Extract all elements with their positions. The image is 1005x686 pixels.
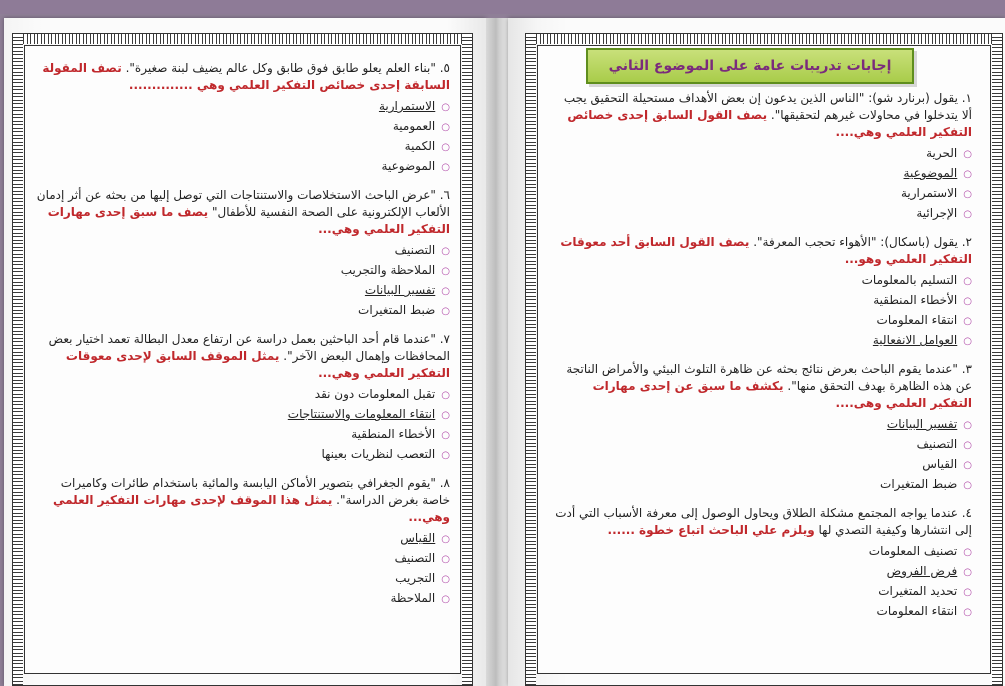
question-text	[552, 234, 972, 268]
question-text	[30, 331, 450, 382]
option-text: الاستمرارية	[900, 186, 958, 200]
top-band	[0, 0, 1005, 14]
question-prompt: يمثل هذا الموقف لإحدى مهارات التفكير العلمي وهي...	[52, 493, 450, 524]
option-item	[30, 137, 450, 157]
option-text: الإجرائية	[916, 206, 958, 220]
circle-bullet-icon: ○	[963, 587, 972, 598]
circle-bullet-icon: ○	[963, 169, 972, 180]
circle-bullet-icon: ○	[441, 554, 450, 565]
circle-bullet-icon: ○	[963, 296, 972, 307]
option-item	[30, 589, 450, 609]
question-block	[30, 60, 450, 177]
option-item	[552, 582, 972, 602]
question-prompt: تصف المقولة السابقة إحدى خصائص التفكير العلمي وهي ..............	[42, 61, 450, 92]
circle-bullet-icon: ○	[963, 276, 972, 287]
question-block	[552, 505, 972, 622]
option-text: التعصب لنظريات بعينها	[321, 447, 436, 461]
option-item	[552, 475, 972, 495]
option-item	[30, 281, 450, 301]
question-text	[30, 187, 450, 238]
correct-answer: الاستمرارية	[378, 99, 436, 113]
option-text: العمومية	[392, 119, 436, 133]
circle-bullet-icon: ○	[441, 410, 450, 421]
circle-bullet-icon: ○	[441, 162, 450, 173]
option-item	[30, 261, 450, 281]
option-text: الملاحظة	[390, 591, 436, 605]
circle-bullet-icon: ○	[963, 567, 972, 578]
option-item	[552, 542, 972, 562]
correct-answer: تفسير البيانات	[886, 417, 958, 431]
option-item	[30, 425, 450, 445]
option-item	[552, 331, 972, 351]
circle-bullet-icon: ○	[963, 480, 972, 491]
circle-bullet-icon: ○	[963, 460, 972, 471]
option-text: الأخطاء المنطقية	[351, 427, 436, 441]
option-item	[552, 204, 972, 224]
question-text	[30, 60, 450, 94]
option-text: ضبط المتغيرات	[880, 477, 958, 491]
option-item	[552, 184, 972, 204]
option-text: ضبط المتغيرات	[358, 303, 436, 317]
circle-bullet-icon: ○	[441, 122, 450, 133]
circle-bullet-icon: ○	[963, 336, 972, 347]
circle-bullet-icon: ○	[441, 450, 450, 461]
option-text: انتقاء المعلومات	[876, 604, 958, 618]
options-list	[552, 144, 972, 224]
question-prompt: يصف القول السابق أحد معوقات التفكير العلمي وهو...	[560, 235, 972, 266]
question-block	[30, 475, 450, 609]
circle-bullet-icon: ○	[441, 306, 450, 317]
question-prompt: يمثل الموقف السابق لإحدى معوقات التفكير العلمي وهي...	[65, 349, 450, 380]
option-item	[30, 97, 450, 117]
circle-bullet-icon: ○	[963, 420, 972, 431]
option-text: تصنيف المعلومات	[868, 544, 958, 558]
option-item	[30, 405, 450, 425]
option-text: الملاحظة والتجريب	[340, 263, 436, 277]
option-item	[30, 117, 450, 137]
circle-bullet-icon: ○	[441, 574, 450, 585]
option-item	[552, 602, 972, 622]
option-item	[552, 291, 972, 311]
circle-bullet-icon: ○	[963, 607, 972, 618]
option-text: التسليم بالمعلومات	[861, 273, 958, 287]
circle-bullet-icon: ○	[441, 286, 450, 297]
question-stem: ٣. "عندما يقوم الباحث بعرض نتائج بحثه عن ظاهرة التلوث البيئي والأمراض الناتجة عن هذه الظاهرة بهدف التحقق منها".	[566, 362, 972, 393]
question-block	[552, 90, 972, 224]
circle-bullet-icon: ○	[441, 390, 450, 401]
left-questions	[30, 60, 450, 619]
question-stem: ٦. "عرض الباحث الاستخلاصات والاستنتاجات التي توصل إليها من بحثه عن أثر إدمان الألعاب الإلكترونية على الصحة النفسية للأطفال"	[36, 188, 450, 219]
options-list	[552, 415, 972, 495]
circle-bullet-icon: ○	[963, 189, 972, 200]
option-item	[552, 164, 972, 184]
circle-bullet-icon: ○	[963, 149, 972, 160]
book-gutter	[486, 18, 508, 686]
option-item	[30, 549, 450, 569]
page-title-banner: إجابات تدريبات عامة على الموضوع الثاني	[586, 48, 914, 84]
option-text: الموضوعية	[381, 159, 436, 173]
option-text: تقبل المعلومات دون نقد	[314, 387, 436, 401]
circle-bullet-icon: ○	[441, 594, 450, 605]
option-text: الكمية	[404, 139, 436, 153]
option-item	[552, 435, 972, 455]
question-stem: ٤. عندما يواجه المجتمع مشكلة الطلاق ويحاول الوصول إلى معرفة الأسباب التي أدت إلى انتشارها وكيفية التصدي لها	[555, 506, 972, 537]
circle-bullet-icon: ○	[963, 547, 972, 558]
option-text: الحرية	[926, 146, 958, 160]
correct-answer: انتقاء المعلومات والاستنتاجات	[287, 407, 436, 421]
question-prompt: يصف القول السابق إحدى خصائص التفكير العلمي وهي....	[567, 108, 972, 139]
correct-answer: الموضوعية	[903, 166, 958, 180]
options-list	[30, 97, 450, 177]
right-questions	[552, 90, 972, 632]
option-text: التجريب	[395, 571, 436, 585]
option-item	[552, 455, 972, 475]
options-list	[30, 385, 450, 465]
question-stem: ١. يقول (برنارد شو): "الناس الذين يدعون إن بعض الأهداف مستحيلة التحقيق يجب ألا يتدخلوا في محاولات غيرهم لتحقيقها".	[563, 91, 972, 122]
options-list	[552, 271, 972, 351]
circle-bullet-icon: ○	[441, 430, 450, 441]
correct-answer: العوامل الانفعالية	[872, 333, 958, 347]
question-text	[552, 505, 972, 539]
circle-bullet-icon: ○	[963, 209, 972, 220]
correct-answer: تفسير البيانات	[364, 283, 436, 297]
circle-bullet-icon: ○	[441, 142, 450, 153]
option-text: انتقاء المعلومات	[876, 313, 958, 327]
question-block	[30, 331, 450, 465]
question-block	[30, 187, 450, 321]
option-text: التصنيف	[916, 437, 958, 451]
correct-answer: فرض الفروض	[886, 564, 958, 578]
question-stem: ٢. يقول (باسكال): "الأهواء تحجب المعرفة".	[753, 235, 972, 249]
option-item	[552, 144, 972, 164]
question-prompt: ويلزم علي الباحث اتباع خطوة ......	[607, 523, 815, 537]
question-text	[552, 361, 972, 412]
option-item	[552, 311, 972, 331]
circle-bullet-icon: ○	[963, 316, 972, 327]
question-stem: ٨. "يقوم الجغرافي بتصوير الأماكن اليابسة والمائية باستخدام طائرات وكاميرات خاصة بغرض الدراسة".	[60, 476, 450, 507]
question-text	[30, 475, 450, 526]
options-list	[30, 241, 450, 321]
option-text: تحديد المتغيرات	[878, 584, 958, 598]
option-item	[30, 569, 450, 589]
option-item	[552, 271, 972, 291]
question-prompt: يصف ما سبق إحدى مهارات التفكير العلمي وهي...	[47, 205, 450, 236]
question-block	[552, 234, 972, 351]
option-text: الأخطاء المنطقية	[873, 293, 958, 307]
question-prompt: يكشف ما سبق عن إحدى مهارات التفكير العلمي وهى....	[592, 379, 972, 410]
question-block	[552, 361, 972, 495]
option-item	[30, 445, 450, 465]
option-text: التصنيف	[394, 551, 436, 565]
circle-bullet-icon: ○	[963, 440, 972, 451]
question-stem: ٧. "عندما قام أحد الباحثين بعمل دراسة عن ارتفاع معدل البطالة تعمد اختيار بعض المحافظات وإهمال البعض الآخر".	[48, 332, 450, 363]
options-list	[552, 542, 972, 622]
question-text	[552, 90, 972, 141]
option-item	[30, 301, 450, 321]
circle-bullet-icon: ○	[441, 534, 450, 545]
option-item	[30, 385, 450, 405]
circle-bullet-icon: ○	[441, 266, 450, 277]
option-text: القياس	[922, 457, 958, 471]
options-list	[30, 529, 450, 609]
option-text: التصنيف	[394, 243, 436, 257]
correct-answer: القياس	[400, 531, 436, 545]
option-item	[30, 157, 450, 177]
option-item	[552, 562, 972, 582]
circle-bullet-icon: ○	[441, 246, 450, 257]
question-stem: ٥. "بناء العلم يعلو طابق فوق طابق وكل عالم يضيف لبنة صغيرة".	[125, 61, 450, 75]
circle-bullet-icon: ○	[441, 102, 450, 113]
option-item	[30, 529, 450, 549]
option-item	[30, 241, 450, 261]
option-item	[552, 415, 972, 435]
